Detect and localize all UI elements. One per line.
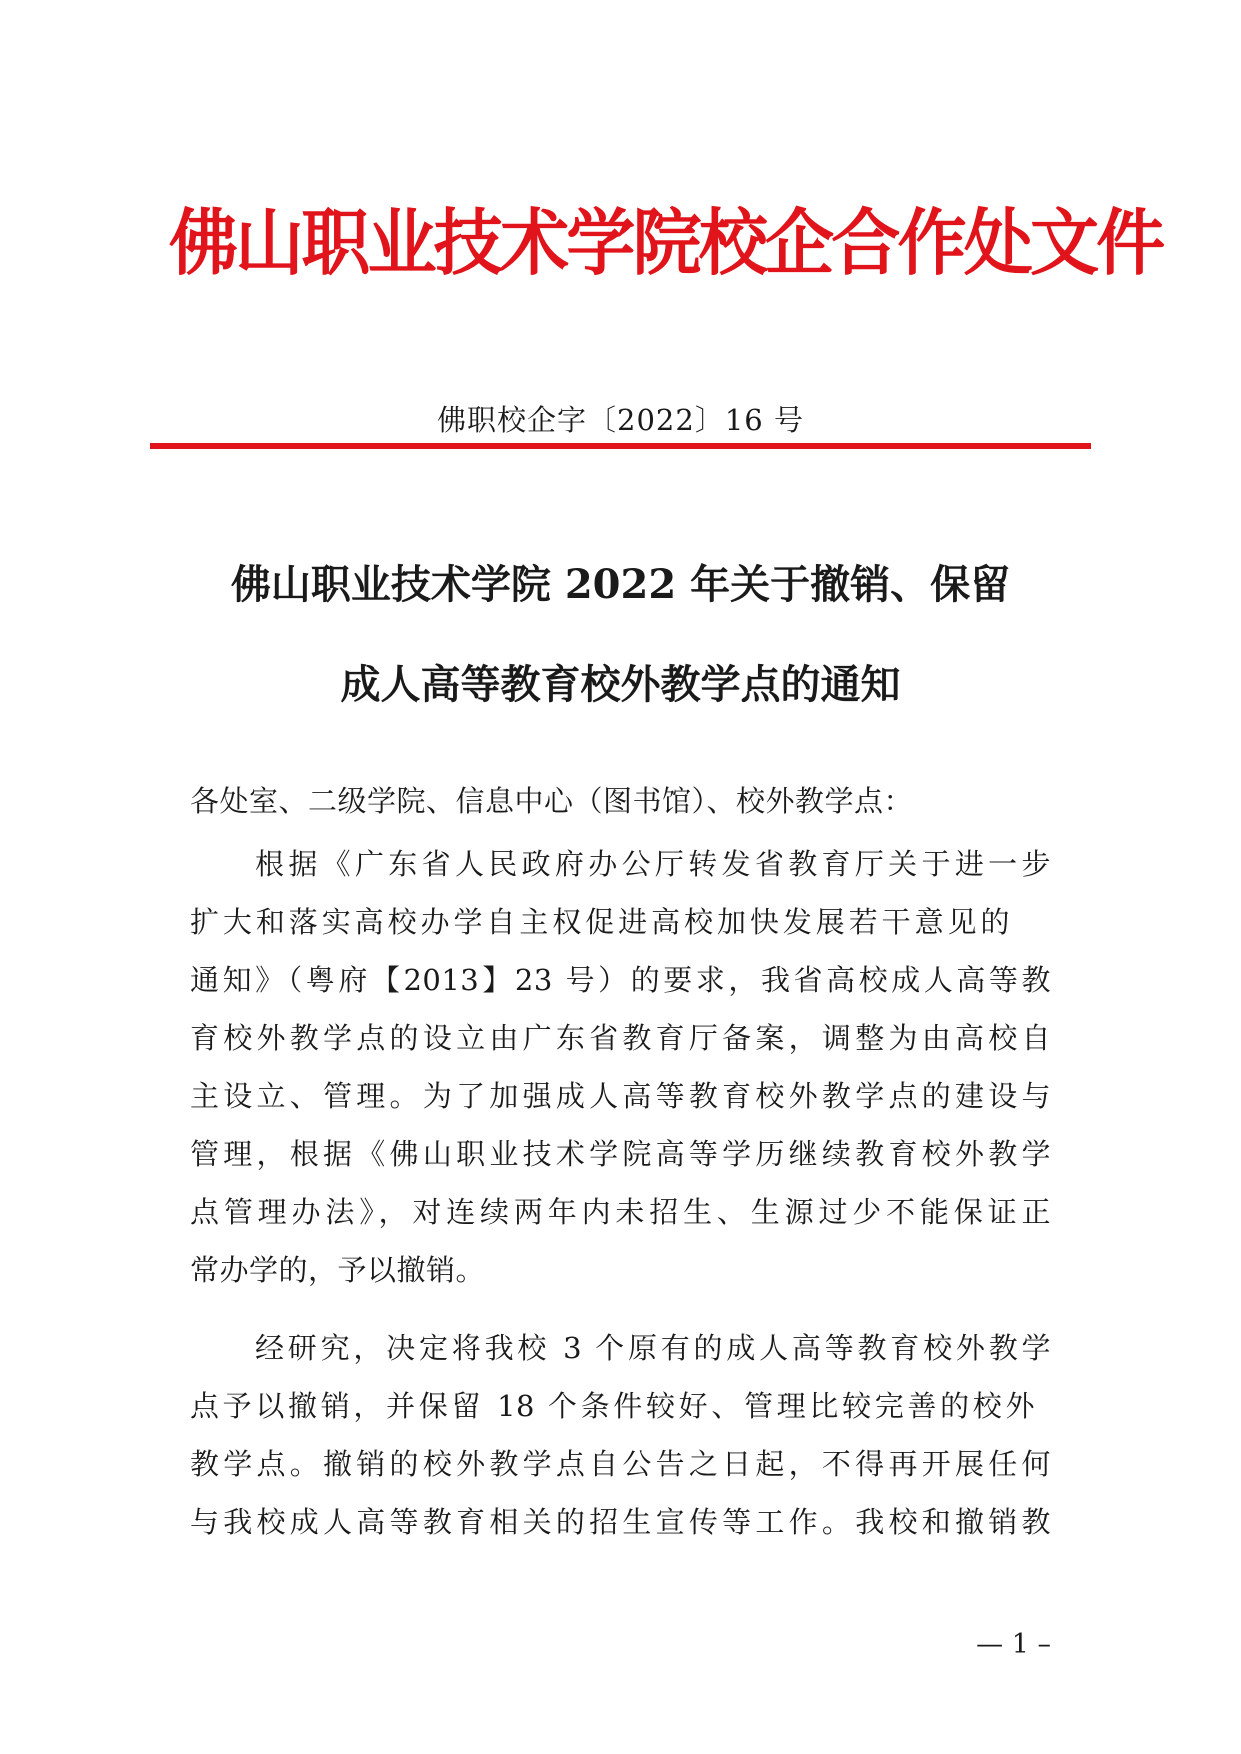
paragraph-1-line: 通知》（粤府【2013】23 号）的要求，我省高校成人高等教	[190, 963, 1051, 997]
paragraph-1-line: 管理，根据《佛山职业技术学院高等学历继续教育校外教学	[190, 1137, 1051, 1171]
notice-title-line-2: 成人高等教育校外教学点的通知	[340, 661, 901, 708]
page-number: — 1 –	[976, 1629, 1051, 1660]
paragraph-2-line: 与我校成人高等教育相关的招生宣传等工作。我校和撤销教	[190, 1505, 1051, 1539]
notice-title-line-1: 佛山职业技术学院 2022 年关于撤销、保留	[230, 561, 1011, 608]
red-separator-line	[150, 443, 1091, 449]
issuing-office-header: 佛山职业技术学院校企合作处文件	[168, 200, 1163, 285]
paragraph-2-line: 教学点。撤销的校外教学点自公告之日起，不得再开展任何	[190, 1447, 1051, 1481]
paragraph-1-line: 点管理办法》，对连续两年内未招生、生源过少不能保证正	[190, 1195, 1051, 1229]
paragraph-1-line: 根据《广东省人民政府办公厅转发省教育厅关于进一步	[255, 847, 1051, 881]
paragraph-1-line: 育校外教学点的设立由广东省教育厅备案，调整为由高校自	[190, 1021, 1051, 1055]
paragraph-1-line: 扩大和落实高校办学自主权促进高校加快发展若干意见的	[190, 905, 1010, 939]
addressee-line: 各处室、二级学院、信息中心（图书馆）、校外教学点：	[190, 784, 914, 818]
paragraph-2-line: 点予以撤销，并保留 18 个条件较好、管理比较完善的校外	[190, 1389, 1035, 1423]
paragraph-1-line: 主设立、管理。为了加强成人高等教育校外教学点的建设与	[190, 1079, 1051, 1113]
document-number: 佛职校企字〔2022〕16 号	[437, 403, 804, 437]
paragraph-2-line: 经研究，决定将我校 3 个原有的成人高等教育校外教学	[255, 1331, 1051, 1365]
paragraph-1-line: 常办学的，予以撤销。	[190, 1253, 486, 1287]
